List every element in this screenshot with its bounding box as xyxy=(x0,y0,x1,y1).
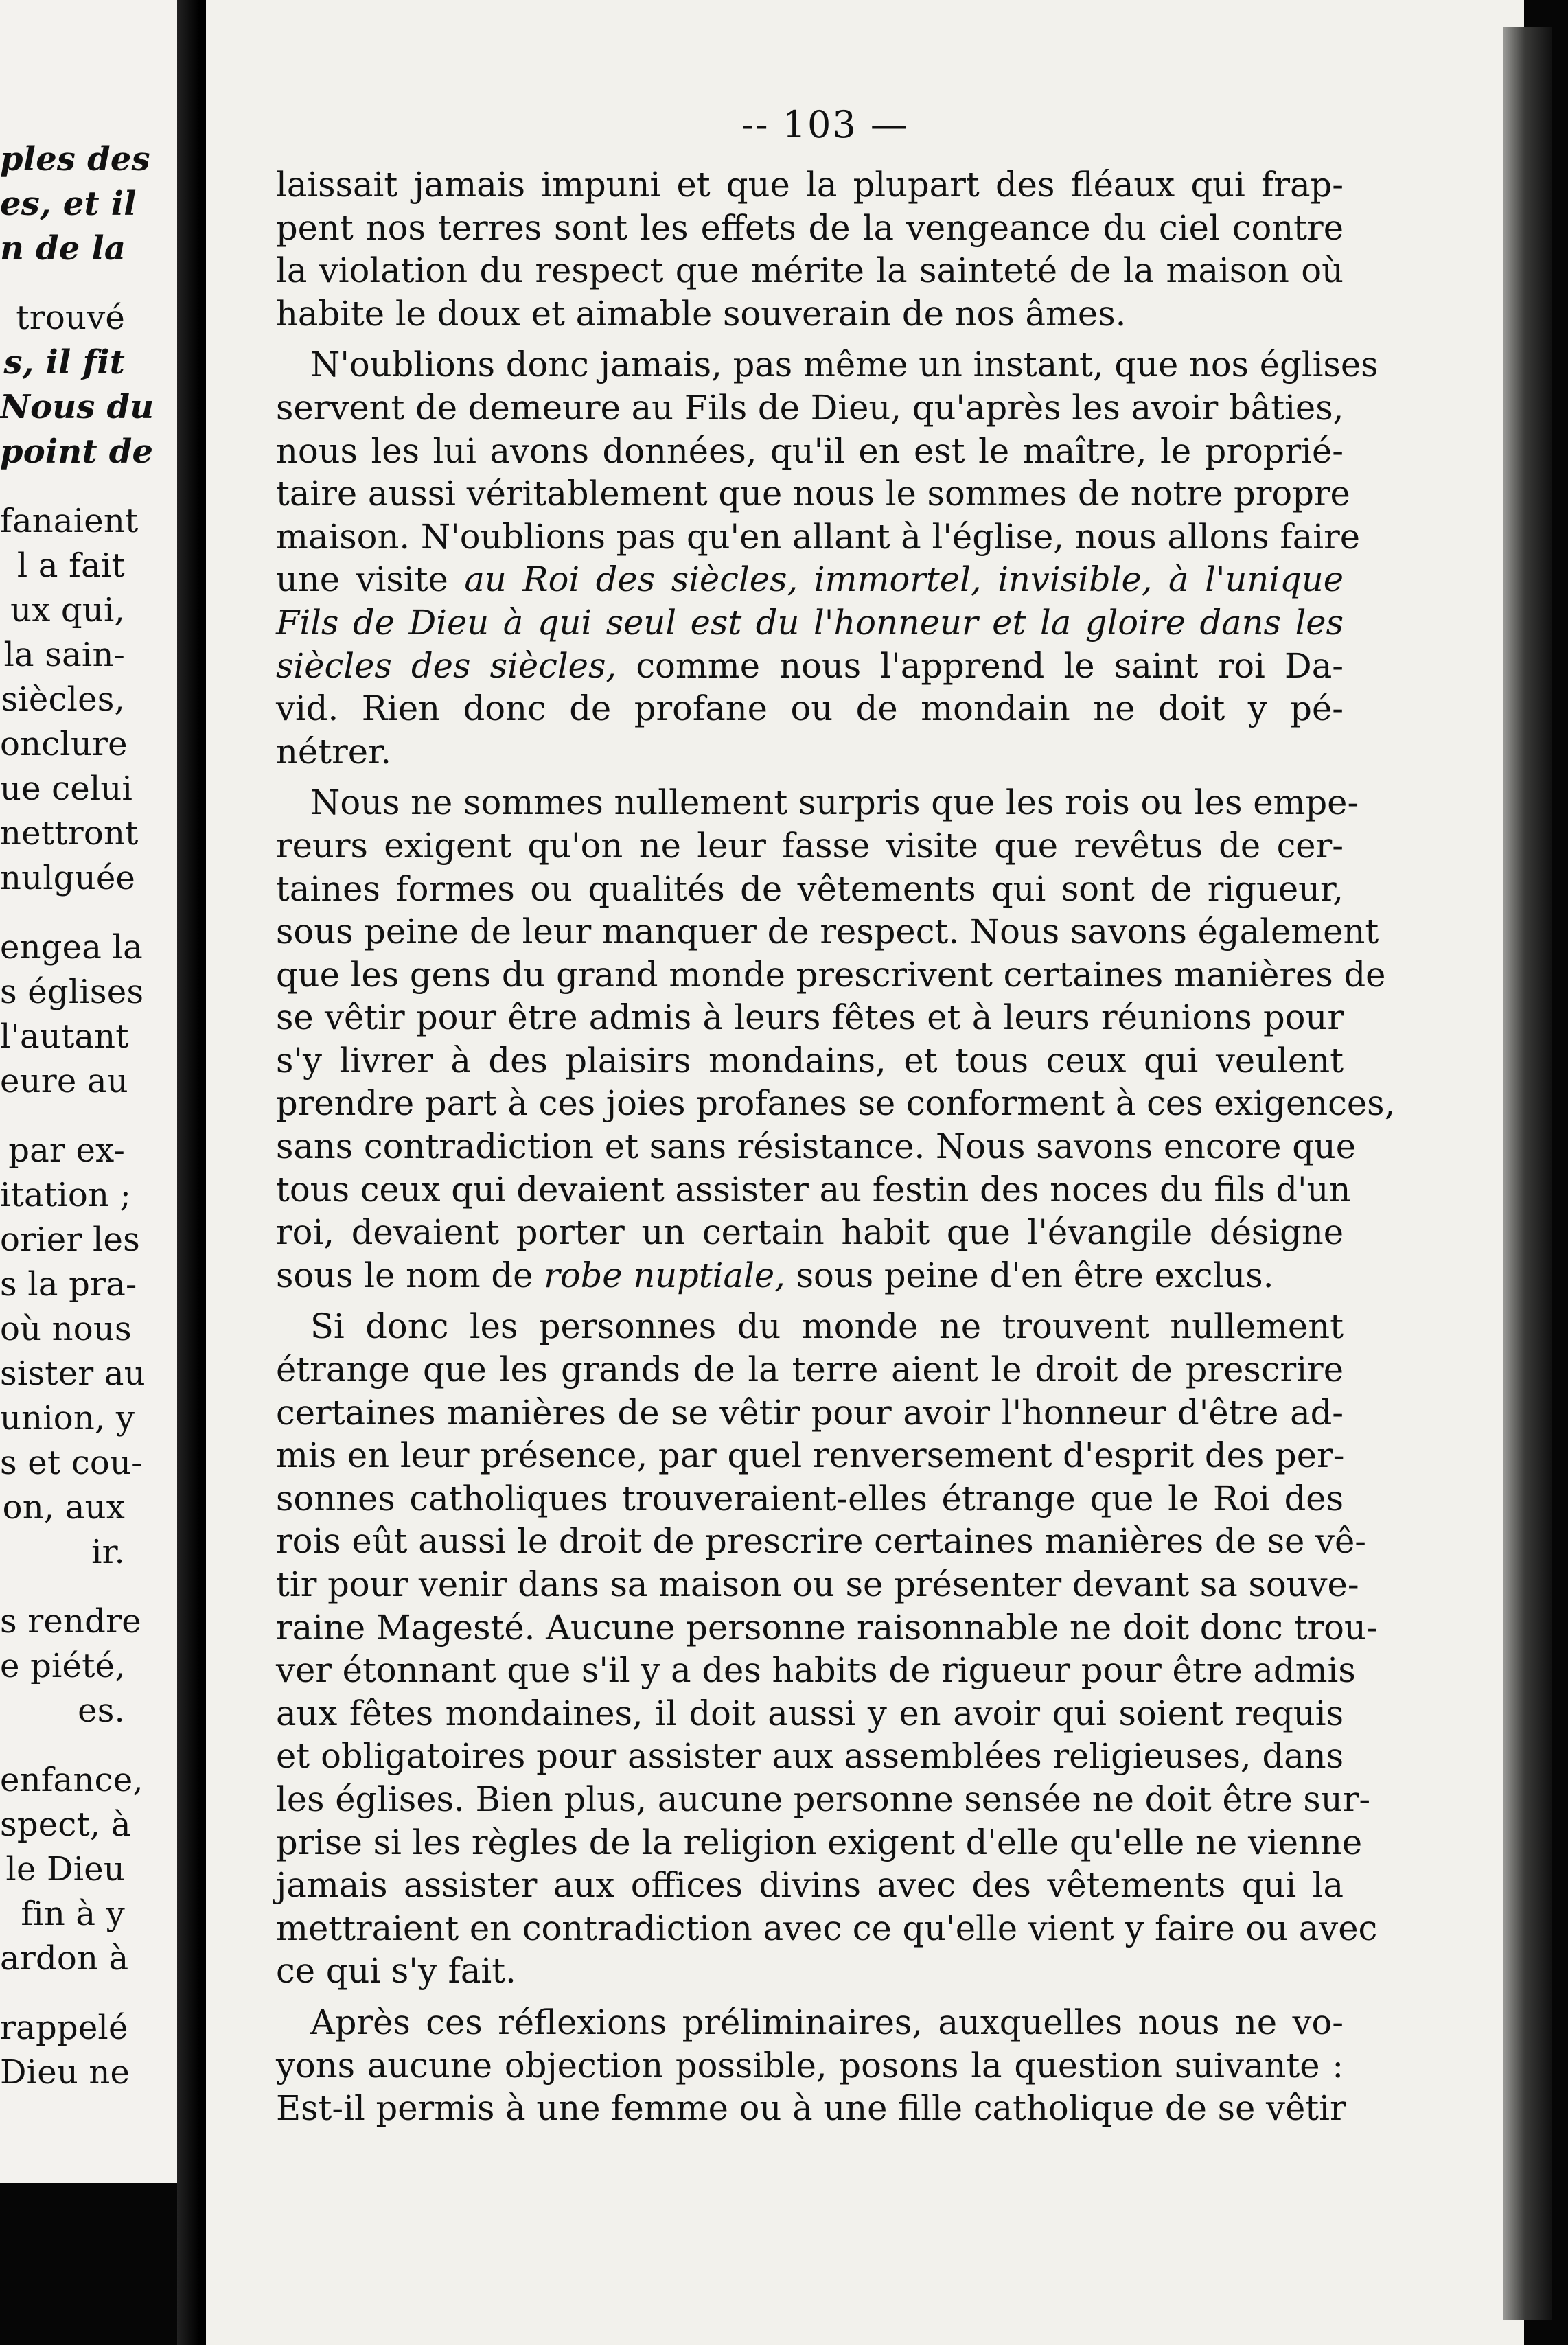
left-page-gap xyxy=(0,474,206,499)
text-line xyxy=(276,430,1344,473)
text-run: mettraient en contradiction avec ce qu'elle vient y faire ou avec xyxy=(276,1908,1378,1948)
text-run: tir pour venir dans sa maison ou se présenter devant sa souve- xyxy=(276,1564,1359,1604)
left-page-line: Nous du xyxy=(0,388,154,426)
text-run: tous ceux qui devaient assister au festin des noces du fils d'un xyxy=(276,1169,1351,1210)
paragraph-p4 xyxy=(276,1305,1378,1993)
left-page-line: onclure xyxy=(0,725,128,763)
left-page-line: enfance, xyxy=(0,1761,143,1799)
left-page-line: itation ; xyxy=(0,1176,131,1214)
text-line xyxy=(276,1864,1344,1907)
text-line xyxy=(276,1254,1344,1297)
text-line xyxy=(276,292,1344,336)
text-run: rois eût aussi le droit de prescrire certaines manières de se vê- xyxy=(276,1521,1367,1562)
italic-text-run: siècles des siècles, xyxy=(276,645,617,686)
text-line xyxy=(276,687,1344,730)
left-page-line: s rendre xyxy=(0,1602,141,1641)
text-line xyxy=(276,1477,1344,1521)
text-line xyxy=(276,1778,1371,1821)
text-line xyxy=(276,1168,1351,1212)
text-run: vid. Rien donc de profane ou de mondain ne doit y pé- xyxy=(276,689,1344,729)
text-run: laissait jamais impuni et que la plupart des fléaux qui frap- xyxy=(276,165,1344,205)
text-line xyxy=(276,1391,1344,1435)
text-run: étrange que les grands de la terre aient le droit de prescrire xyxy=(276,1350,1344,1390)
text-run: ver étonnant que s'il y a des habits de rigueur pour être admis xyxy=(276,1650,1356,1691)
text-line xyxy=(276,1082,1396,1125)
left-page-gap xyxy=(0,1733,206,1758)
left-page-line: ue celui xyxy=(0,770,133,808)
left-page-line: point de xyxy=(0,432,154,471)
left-page-line: es. xyxy=(78,1691,125,1730)
left-page-line: union, y xyxy=(0,1399,135,1437)
paragraph-p3 xyxy=(276,781,1396,1297)
left-page-gap xyxy=(0,1981,206,2006)
text-line xyxy=(276,1211,1344,1254)
italic-text-run: Fils de Dieu à qui seul est du l'honneur et la gloire dans les xyxy=(276,602,1344,643)
text-run: sonnes catholiques trouveraient-elles étrange que le Roi des xyxy=(276,1478,1344,1518)
left-page-text-column xyxy=(0,137,206,2095)
text-line xyxy=(276,1950,1344,1993)
text-line xyxy=(276,2087,1344,2130)
left-page-line: engea la xyxy=(0,928,143,967)
text-run: roi, devaient porter un certain habit que l'évangile désigne xyxy=(276,1212,1344,1253)
left-page-line: fanaient xyxy=(0,502,139,540)
left-page-line: s églises xyxy=(0,973,144,1011)
body-text xyxy=(276,163,1396,2138)
left-page-line: e piété, xyxy=(0,1647,126,1685)
left-page-gap xyxy=(0,1575,206,1599)
left-page-line: ux qui, xyxy=(10,591,125,629)
text-run: ce qui s'y fait. xyxy=(276,1951,516,1991)
left-page-line: orier les xyxy=(0,1221,140,1259)
text-line xyxy=(276,1821,1363,1864)
text-run: prendre part à ces joies profanes se conforment à ces exigences, xyxy=(276,1083,1396,1124)
text-line xyxy=(276,1348,1344,1391)
text-run: prise si les règles de la religion exigent d'elle qu'elle ne vienne xyxy=(276,1822,1363,1862)
text-run: taire aussi véritablement que nous le sommes de notre propre xyxy=(276,474,1350,514)
left-page-line: l a fait xyxy=(16,546,125,585)
left-page-line: rappelé xyxy=(0,2009,128,2047)
text-run: raine Magesté. Aucune personne raisonnable ne doit donc trou- xyxy=(276,1607,1378,1648)
text-run: pent nos terres sont les effets de la vengeance du ciel contre xyxy=(276,207,1344,248)
left-page-line: où nous xyxy=(0,1310,132,1348)
text-line xyxy=(276,824,1344,868)
text-run: sous peine de leur manquer de respect. Nous savons également xyxy=(276,912,1379,952)
left-page-line: ples des xyxy=(0,140,150,178)
italic-text-run: au Roi des siècles, immortel, invisible, à l'unique xyxy=(464,559,1344,600)
text-run: se vêtir pour être admis à leurs fêtes et à leurs réunions pour xyxy=(276,997,1344,1038)
text-run: reurs exigent qu'on ne leur fasse visite que revêtus de cer- xyxy=(276,825,1344,866)
paragraph-p5 xyxy=(276,2001,1344,2130)
text-line xyxy=(276,730,1344,774)
italic-text-run: robe nuptiale, xyxy=(544,1255,785,1295)
text-run: sous le nom de xyxy=(276,1255,544,1295)
left-page-fragment xyxy=(0,0,206,2183)
text-run: sous peine d'en être exclus. xyxy=(785,1255,1274,1295)
text-run: sans contradiction et sans résistance. Nous savons encore que xyxy=(276,1127,1357,1167)
left-page-line: nettront xyxy=(0,814,139,853)
paragraph-p1 xyxy=(276,163,1344,335)
text-line xyxy=(276,1520,1367,1563)
left-page-line: es, et il xyxy=(0,185,137,223)
left-page-line: sister au xyxy=(0,1354,146,1393)
page-number: -- 103 — xyxy=(741,103,909,146)
text-line xyxy=(276,996,1344,1039)
left-page-gap xyxy=(0,1104,206,1129)
left-page-line: spect, à xyxy=(0,1805,131,1844)
text-line xyxy=(276,1039,1344,1083)
text-line xyxy=(276,207,1344,250)
left-page-line: ir. xyxy=(91,1533,125,1571)
paragraph-p2 xyxy=(276,343,1379,773)
text-line xyxy=(276,1563,1359,1606)
text-run: mis en leur présence, par quel renversement d'esprit des per- xyxy=(276,1435,1345,1476)
text-line xyxy=(276,781,1359,824)
left-page-line: s et cou- xyxy=(0,1444,143,1482)
left-page-line: eure au xyxy=(0,1062,128,1100)
left-page-line: la sain- xyxy=(3,636,125,674)
left-page-gap xyxy=(0,901,206,925)
text-line xyxy=(276,2001,1344,2044)
text-run: et obligatoires pour assister aux assemblées religieuses, dans xyxy=(276,1736,1344,1777)
text-run: la violation du respect que mérite la sainteté de la maison où xyxy=(276,251,1344,291)
text-run: Nous ne sommes nullement surpris que les rois ou les empe- xyxy=(310,783,1359,823)
left-page-line: l'autant xyxy=(0,1017,129,1056)
text-run: aux fêtes mondaines, il doit aussi y en avoir qui soient requis xyxy=(276,1693,1344,1733)
text-run: Si donc les personnes du monde ne trouvent nullement xyxy=(310,1306,1344,1347)
text-run: une visite xyxy=(276,559,465,600)
text-run: Après ces réflexions préliminaires, auxquelles nous ne vo- xyxy=(310,2002,1344,2042)
left-page-line: fin à y xyxy=(21,1895,125,1933)
text-run: jamais assister aux offices divins avec des vêtements qui la xyxy=(276,1865,1344,1906)
text-line xyxy=(276,645,1344,688)
left-page-line: s la pra- xyxy=(0,1265,137,1304)
left-page-gap xyxy=(0,271,206,296)
text-line xyxy=(276,516,1361,559)
text-line xyxy=(276,910,1379,954)
text-line xyxy=(276,1305,1344,1348)
text-run: nous les lui avons données, qu'il en est le maître, le proprié- xyxy=(276,430,1344,471)
left-page-line: Dieu ne xyxy=(0,2053,130,2092)
text-line xyxy=(276,601,1344,645)
left-page-line: par ex- xyxy=(8,1131,125,1170)
page-edge-shadow xyxy=(1503,27,1552,2320)
text-run: nétrer. xyxy=(276,731,391,772)
left-page-line: nulguée xyxy=(0,859,136,897)
text-line xyxy=(276,163,1344,207)
text-run: comme nous l'apprend le saint roi Da- xyxy=(616,645,1344,686)
left-page-line: trouvé xyxy=(16,299,125,337)
text-line xyxy=(276,1434,1344,1477)
left-page-line: n de la xyxy=(0,229,126,268)
left-page-line: ardon à xyxy=(0,1939,129,1978)
text-line xyxy=(276,558,1344,601)
text-line xyxy=(276,1649,1356,1692)
text-run: N'oublions donc jamais, pas même un instant, que nos églises xyxy=(310,345,1379,385)
text-run: que les gens du grand monde prescrivent certaines manières de xyxy=(276,954,1386,995)
text-line xyxy=(276,386,1344,430)
text-run: habite le doux et aimable souverain de nos âmes. xyxy=(276,293,1127,334)
text-line xyxy=(276,954,1386,997)
text-run: maison. N'oublions pas qu'en allant à l'église, nous allons faire xyxy=(276,516,1361,557)
text-line xyxy=(276,1735,1344,1778)
text-run: yons aucune objection possible, posons la question suivante : xyxy=(276,2045,1344,2086)
left-page-line: on, aux xyxy=(2,1488,125,1527)
text-line xyxy=(276,1692,1344,1735)
text-line xyxy=(276,868,1344,911)
text-line xyxy=(276,472,1350,516)
text-run: certaines manières de se vêtir pour avoir l'honneur d'être ad- xyxy=(276,1392,1344,1433)
left-page-line: s, il fit xyxy=(3,343,125,382)
text-line xyxy=(276,249,1344,292)
text-run: les églises. Bien plus, aucune personne sensée ne doit être sur- xyxy=(276,1779,1371,1819)
text-run: s'y livrer à des plaisirs mondains, et tous ceux qui veulent xyxy=(276,1040,1344,1081)
text-run: taines formes ou qualités de vêtements qui sont de rigueur, xyxy=(276,868,1344,909)
text-line xyxy=(276,1125,1357,1168)
text-line xyxy=(276,343,1379,386)
text-line xyxy=(276,1606,1378,1650)
text-line xyxy=(276,2044,1344,2088)
text-run: Est-il permis à une femme ou à une fille catholique de se vêtir xyxy=(276,2088,1346,2129)
left-page-line: siècles, xyxy=(1,680,125,719)
left-page-line: le Dieu xyxy=(5,1850,125,1888)
text-run: servent de demeure au Fils de Dieu, qu'après les avoir bâties, xyxy=(276,387,1344,428)
text-line xyxy=(276,1907,1378,1950)
